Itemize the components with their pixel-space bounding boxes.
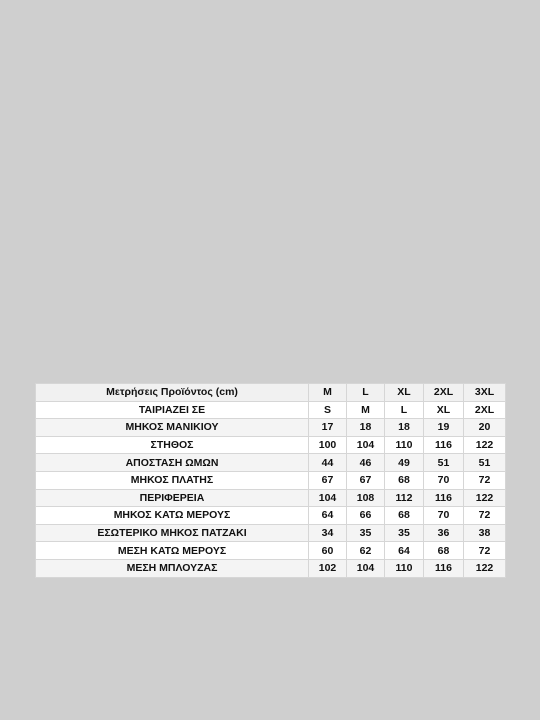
table-cell: M <box>347 401 385 419</box>
table-cell: 116 <box>424 489 464 507</box>
table-row <box>36 489 506 507</box>
table-cell: 110 <box>385 436 424 454</box>
table-cell: 72 <box>464 542 506 560</box>
table-cell: 112 <box>385 489 424 507</box>
table-cell: XL <box>424 401 464 419</box>
row-label: ΕΣΩΤΕΡΙΚΟ ΜΗΚΟΣ ΠΑΤΖΑΚΙ <box>36 524 309 542</box>
row-label: ΑΠΟΣΤΑΣΗ ΩΜΩΝ <box>36 454 309 472</box>
table-cell: 18 <box>347 419 385 437</box>
table-row <box>36 401 506 419</box>
table-cell: 104 <box>347 559 385 577</box>
table-cell: 62 <box>347 542 385 560</box>
header-size-xl: XL <box>385 384 424 402</box>
header-size-3xl: 3XL <box>464 384 506 402</box>
table-row <box>36 436 506 454</box>
table-cell: 122 <box>464 559 506 577</box>
table-row <box>36 471 506 489</box>
table-cell: 116 <box>424 436 464 454</box>
row-label: ΜΗΚΟΣ ΚΑΤΩ ΜΕΡΟΥΣ <box>36 507 309 525</box>
table-cell: L <box>385 401 424 419</box>
table-cell: 67 <box>347 471 385 489</box>
table-cell: 122 <box>464 489 506 507</box>
header-size-m: M <box>309 384 347 402</box>
row-label: ΜΕΣΗ ΜΠΛΟΥΖΑΣ <box>36 559 309 577</box>
table-cell: 68 <box>385 471 424 489</box>
table-cell: 110 <box>385 559 424 577</box>
table-cell: 46 <box>347 454 385 472</box>
row-label: ΜΗΚΟΣ ΜΑΝΙΚΙΟΥ <box>36 419 309 437</box>
size-chart-table <box>35 383 506 578</box>
table-cell: 19 <box>424 419 464 437</box>
table-cell: 35 <box>385 524 424 542</box>
header-size-l: L <box>347 384 385 402</box>
table-cell: 108 <box>347 489 385 507</box>
table-cell: 2XL <box>464 401 506 419</box>
table-cell: 64 <box>309 507 347 525</box>
row-label: ΠΕΡΙΦΕΡΕΙΑ <box>36 489 309 507</box>
table-cell: 104 <box>309 489 347 507</box>
row-label: ΜΗΚΟΣ ΠΛΑΤΗΣ <box>36 471 309 489</box>
table-cell: 60 <box>309 542 347 560</box>
table-cell: 102 <box>309 559 347 577</box>
table-cell: 34 <box>309 524 347 542</box>
table-row <box>36 419 506 437</box>
table-cell: 72 <box>464 471 506 489</box>
row-label: ΜΕΣΗ ΚΑΤΩ ΜΕΡΟΥΣ <box>36 542 309 560</box>
table-cell: 66 <box>347 507 385 525</box>
table-cell: 38 <box>464 524 506 542</box>
header-measurements: Μετρήσεις Προϊόντος (cm) <box>36 384 309 402</box>
table-header-row <box>36 384 506 402</box>
table-cell: 100 <box>309 436 347 454</box>
table-row <box>36 454 506 472</box>
table-cell: 72 <box>464 507 506 525</box>
table-row <box>36 507 506 525</box>
table-cell: 36 <box>424 524 464 542</box>
table-cell: 122 <box>464 436 506 454</box>
table-cell: 70 <box>424 507 464 525</box>
table-cell: 18 <box>385 419 424 437</box>
row-label: ΤΑΙΡΙΑΖΕΙ ΣΕ <box>36 401 309 419</box>
table-row <box>36 542 506 560</box>
table-cell: 44 <box>309 454 347 472</box>
table-cell: 68 <box>424 542 464 560</box>
table-cell: 116 <box>424 559 464 577</box>
table-cell: 51 <box>464 454 506 472</box>
header-size-2xl: 2XL <box>424 384 464 402</box>
table-cell: S <box>309 401 347 419</box>
table-row <box>36 524 506 542</box>
table-cell: 68 <box>385 507 424 525</box>
table-cell: 17 <box>309 419 347 437</box>
table-cell: 49 <box>385 454 424 472</box>
table-cell: 64 <box>385 542 424 560</box>
table-cell: 104 <box>347 436 385 454</box>
table-cell: 51 <box>424 454 464 472</box>
table-cell: 20 <box>464 419 506 437</box>
table-cell: 35 <box>347 524 385 542</box>
table-cell: 70 <box>424 471 464 489</box>
table-row <box>36 559 506 577</box>
table-cell: 67 <box>309 471 347 489</box>
row-label: ΣΤΗΘΟΣ <box>36 436 309 454</box>
